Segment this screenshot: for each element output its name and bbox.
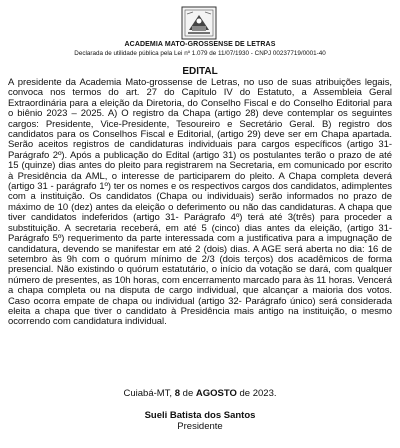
date-year: de 2023. — [239, 388, 277, 399]
date-month: AGOSTO — [195, 388, 237, 399]
academy-seal-logo — [181, 6, 217, 40]
signatory-role: Presidente — [177, 421, 223, 432]
signatory-name: Sueli Batista dos Santos — [144, 410, 256, 421]
date-of: de — [182, 388, 194, 399]
date-city: Cuiabá-MT, — [123, 388, 173, 399]
organization-name: ACADEMIA MATO-GROSSENSE DE LETRAS — [124, 41, 276, 48]
notice-date — [0, 388, 400, 399]
date-day: 8 — [174, 388, 181, 399]
organization-declaration: Declarada de utilidade pública pela Lei nº 1.079 de 11/07/1930 - CNPJ 00237719/0001-40 — [74, 50, 326, 57]
notice-title: EDITAL — [182, 66, 218, 77]
notice-body — [8, 78, 392, 328]
notice-body-paragraph: A presidente da Academia Mato-grossense de Letras, no uso de suas atribuições legais, convoca nos termos do art. 27 do Capítulo IV do Estatuto, a Assembleia Geral Extraordinária para a eleição da Diretoria, do Conselho Fiscal e do Conselho Editorial para o biênio 2023 – 2025. A) O registro da Chapa (artigo 28) deve contemplar os seguintes cargos: Presidente, Vice-Presidente, Tesoureiro e Secretário Geral. B) registro dos candidatos para os Conselhos Fiscal e Editorial, (artigo 29) deve ser em Chapa apartada. Serão aceitos registros de candidaturas individuais para cargos específicos (artigo 31- Parágrafo 2º). Após a publicação do Edital (artigo 31) os postulantes terão o prazo de até 15 (quinze) dias antes do pleito para registrarem na Secretaria, em comunicado por escrito à Presidência da AML, o interesse de participarem do pleito. A Chapa completa deverá (artigo 31 - parágrafo 1º) ter os nomes e os respectivos cargos dos candidatos, adimplentes com a instituição. Os candidatos (Chapa ou individuais) serão informados no prazo de máximo de 10 (dez) antes da eleição o deferimento ou não das candidaturas. A chapa que tiver candidatos indeferidos (artigo 31- Parágrafo 4º) terá até 3(três) para proceder a substituição. A secretaria receberá, em até 5 (cinco) dias antes da eleição, (artigo 31- Parágrafo 5º) requerimento da parte interessada com a justificativa para a impugnação de candidatura, devendo se manifestar em até 2 (dois) dias. A AGE será aberta no dia: 16 de setembro às 9h com o quórum mínimo de 2/3 (dois terços) dos acadêmicos de forma presencial. Não existindo o quórum estatutário, o início da votação se dará, com qualquer número de presentes, as 10h horas, com encerramento marcado para às 11 horas. Vencerá a chapa completa ou na disputa de cargo individual, que alcançar a maioria dos votos. Caso ocorra empate de chapa ou individual (artigo 32- Parágrafo único) será considerada eleita a chapa que tiver o candidato à Presidência mais antigo na instituição, o mesmo ocorrendo com candidatura individual. — [8, 77, 392, 328]
